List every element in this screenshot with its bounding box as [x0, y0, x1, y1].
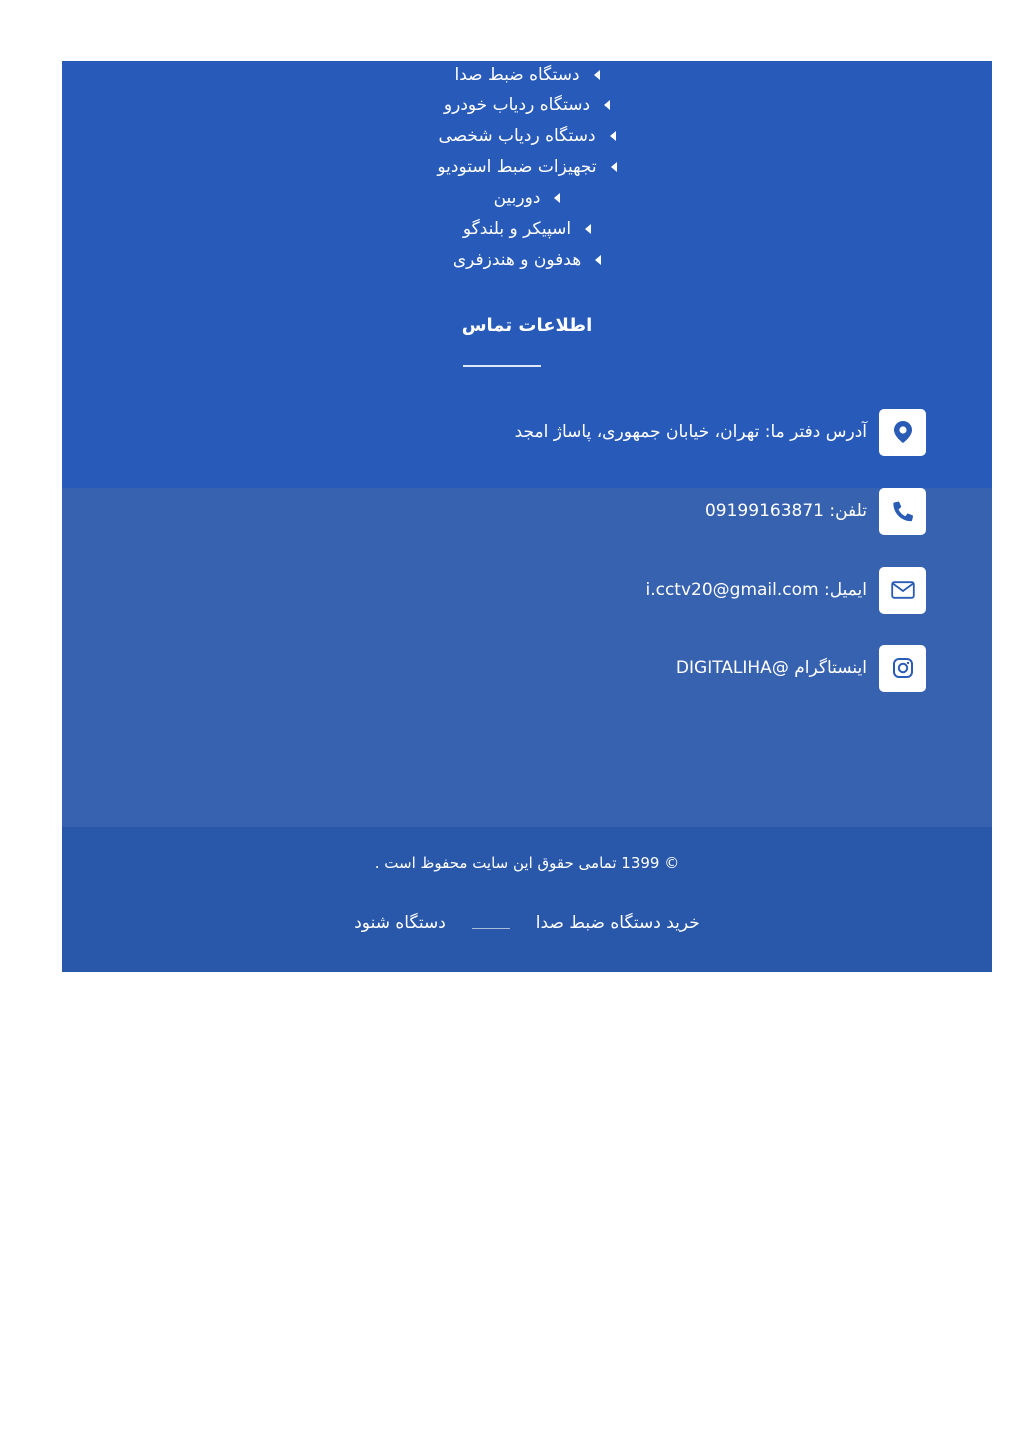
menu-item-speaker[interactable]	[62, 215, 992, 243]
footer-links	[62, 909, 992, 937]
menu-item-headphones[interactable]	[62, 246, 992, 274]
footer-link-listening-device[interactable]: دستگاه شنود	[354, 913, 446, 933]
menu-item-label: اسپیکر و بلندگو	[462, 219, 572, 239]
contact-phone-row[interactable]	[705, 487, 926, 535]
menu-item-label: دستگاه ردیاب خودرو	[443, 95, 591, 115]
caret-left-icon	[610, 131, 616, 141]
contact-instagram-row[interactable]	[676, 644, 926, 692]
copyright-text: © 1399 تمامی حقوق این سایت محفوظ است .	[374, 854, 680, 872]
menu-item-label: دستگاه ضبط صدا	[454, 65, 580, 85]
contact-email-row[interactable]	[645, 566, 926, 614]
menu-item-label: تجهیزات ضبط استودیو	[437, 157, 597, 177]
link-separator	[472, 928, 510, 929]
menu-item-car-tracker[interactable]	[62, 91, 992, 119]
caret-left-icon	[554, 193, 560, 203]
caret-left-icon	[595, 255, 601, 265]
caret-left-icon	[611, 162, 617, 172]
menu-item-camera[interactable]	[62, 184, 992, 212]
contact-address-row	[515, 408, 926, 456]
menu-item-personal-tracker[interactable]	[62, 122, 992, 150]
caret-left-icon	[585, 224, 591, 234]
heading-divider	[463, 365, 541, 367]
instagram-icon	[879, 645, 926, 692]
instagram-text: اینستاگرام @DIGITALIHA	[675, 658, 867, 678]
footer-link-buy-voice-recorder[interactable]: خرید دستگاه ضبط صدا	[535, 913, 700, 933]
caret-left-icon	[594, 70, 600, 80]
menu-item-label: دستگاه ردیاب شخصی	[438, 126, 596, 146]
address-text: آدرس دفتر ما: تهران، خیابان جمهوری، پاساژ امجد	[514, 422, 867, 442]
phone-icon	[879, 488, 926, 535]
site-footer	[62, 61, 992, 972]
envelope-icon	[879, 567, 926, 614]
menu-item-studio-equipment[interactable]	[62, 153, 992, 181]
map-marker-icon	[879, 409, 926, 456]
footer-band-bottom	[62, 827, 992, 972]
menu-item-label: هدفون و هندزفری	[452, 250, 582, 270]
email-text: ایمیل: i.cctv20@gmail.com	[645, 580, 867, 600]
menu-item-label: دوربین	[493, 188, 541, 208]
menu-item-voice-recorder[interactable]	[62, 61, 992, 89]
contact-info-heading: اطلاعات تماس	[461, 315, 593, 336]
phone-text: تلفن: 09199163871	[704, 501, 867, 521]
caret-left-icon	[604, 100, 610, 110]
